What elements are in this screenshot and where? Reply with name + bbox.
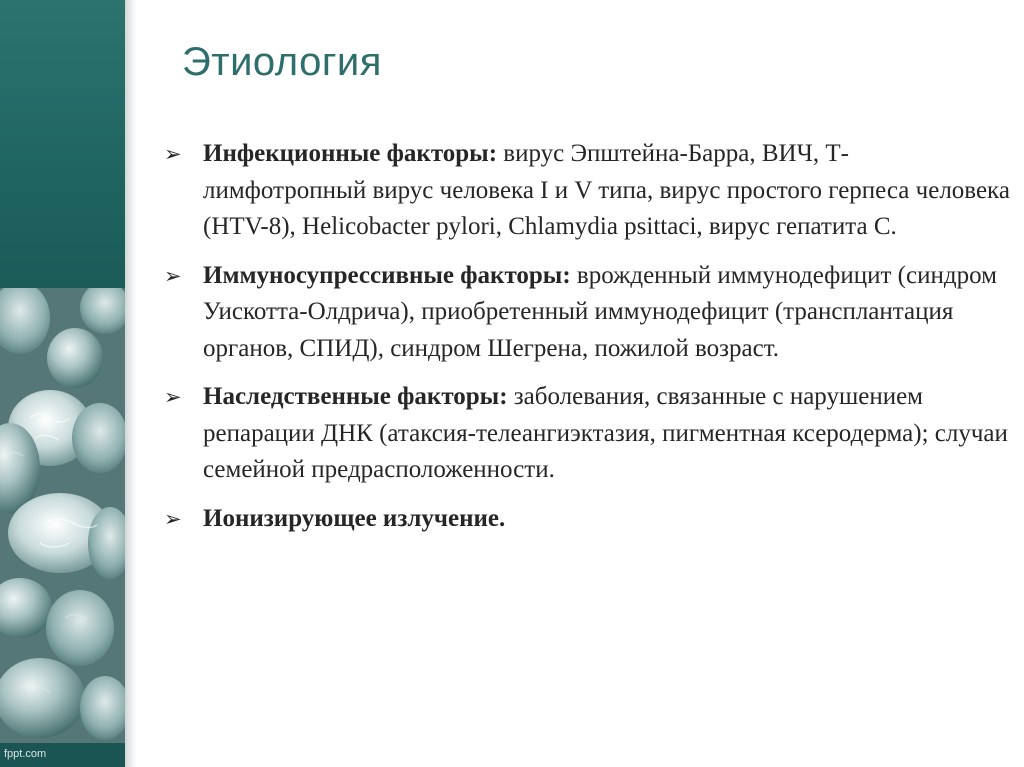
arrow-bullet-icon: ➢ — [164, 142, 182, 166]
watermark: fppt.com — [4, 748, 47, 760]
arrow-bullet-icon: ➢ — [164, 506, 182, 531]
bullet-item-infectious — [160, 136, 1010, 246]
microscope-cells-image — [0, 288, 125, 743]
bullet-item-radiation — [160, 501, 1010, 538]
arrow-bullet-icon: ➢ — [164, 263, 182, 288]
bullet-lead: Наследственные факторы: — [203, 383, 508, 410]
sidebar — [0, 0, 125, 767]
sidebar-header-band — [0, 0, 125, 290]
bullet-lead: Инфекционные факторы: — [203, 140, 498, 167]
bullet-item-hereditary — [160, 379, 1010, 489]
bullet-item-immunosuppressive — [160, 258, 1010, 368]
sidebar-divider — [125, 0, 137, 767]
bullet-text: заболевания, связанные с нарушением репарации ДНК (атаксия-телеангиэктазия, пигментная ксеродерма); случаи семейной предрасположенности. — [203, 383, 1008, 483]
bullet-text: вирус Эпштейна-Барра, ВИЧ, Т-лимфотропный вирус человека I и V типа, вирус простого герпеса человека (HTV-8), Helicobacter pylori, Chlamydia psittaci, вирус гепатита С. — [203, 140, 1010, 240]
arrow-bullet-icon: ➢ — [164, 385, 182, 409]
bullet-list — [160, 136, 1010, 549]
bullet-lead: Ионизирующее излучение. — [203, 504, 506, 532]
bullet-lead: Иммуносупрессивные факторы: — [203, 261, 571, 289]
slide-title: Этиология — [182, 40, 382, 84]
bullet-text: врожденный иммунодефицит (синдром Уискотта-Олдрича), приобретенный иммунодефицит (трансплантация органов, СПИД), синдром Шегрена, пожилой возраст. — [203, 261, 997, 362]
